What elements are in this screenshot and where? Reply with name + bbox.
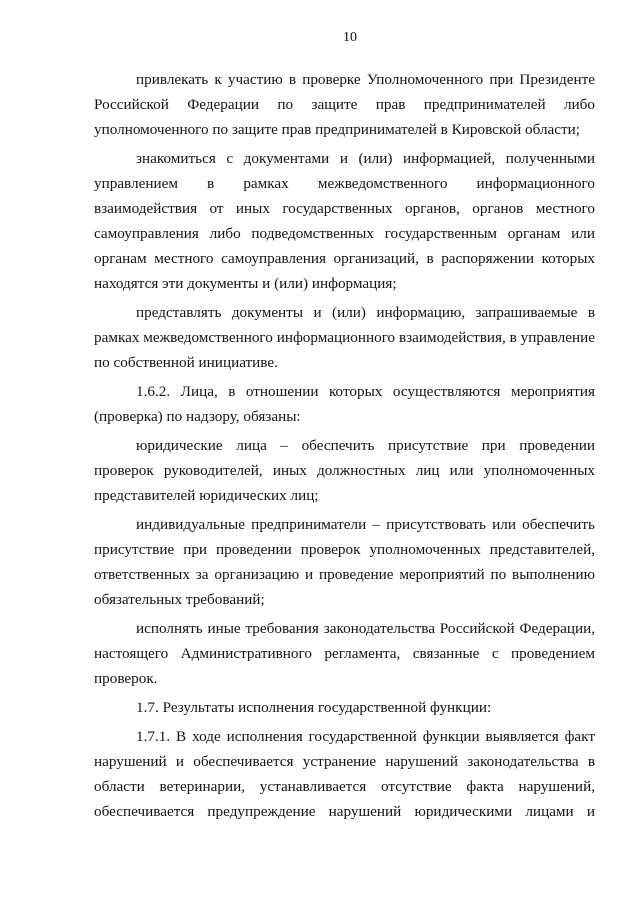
paragraph-other-requirements: исполнять иные требования законодательства Российской Федерации, настоящего Административного регламента, связанные с проведением проверок. — [94, 620, 595, 687]
paragraph-submit-documents: представлять документы и (или) информацию, запрашиваемые в рамках межведомственного информационного взаимодействия, в управление по собственной инициативе. — [94, 304, 595, 371]
document-body — [94, 67, 595, 824]
paragraph-review-documents: знакомиться с документами и (или) информацией, полученными управлением в рамках межведомственного информационного взаимодействия от иных государственных органов, органов местного самоуправления либо подведомственных государственным органам или органам местного самоуправления организаций, в распоряжении которых находятся эти документы и (или) информация; — [94, 150, 595, 292]
paragraph-legal-entities: юридические лица – обеспечить присутствие при проведении проверок руководителей, иных должностных лиц или уполномоченных представителей юридических лиц; — [94, 437, 595, 504]
paragraph-section-1-7: 1.7. Результаты исполнения государственной функции: — [136, 699, 492, 716]
paragraph-expert-involvement: привлекать к участию в проверке Уполномоченного при Президенте Российской Федерации по защите прав предпринимателей либо уполномоченного по защите прав предпринимателей в Кировской области; — [94, 71, 595, 138]
paragraph-entrepreneurs: индивидуальные предприниматели – присутствовать или обеспечить присутствие при проведении проверок уполномоченных представителей, ответственных за организацию и проведение мероприятий по выполнению обязательных требований; — [94, 516, 595, 608]
paragraph-section-1-6-2: 1.6.2. Лица, в отношении которых осуществляются мероприятия (проверка) по надзору, обязаны: — [94, 383, 595, 425]
paragraph-section-1-7-1: 1.7.1. В ходе исполнения государственной функции выявляется факт нарушений и обеспечивается устранение нарушений законодательства в области ветеринарии, устанавливается отсутствие факта нарушений, обеспечивается предупреждение нарушений юридическими лицами и — [94, 728, 595, 820]
page-number: 10 — [343, 30, 357, 45]
